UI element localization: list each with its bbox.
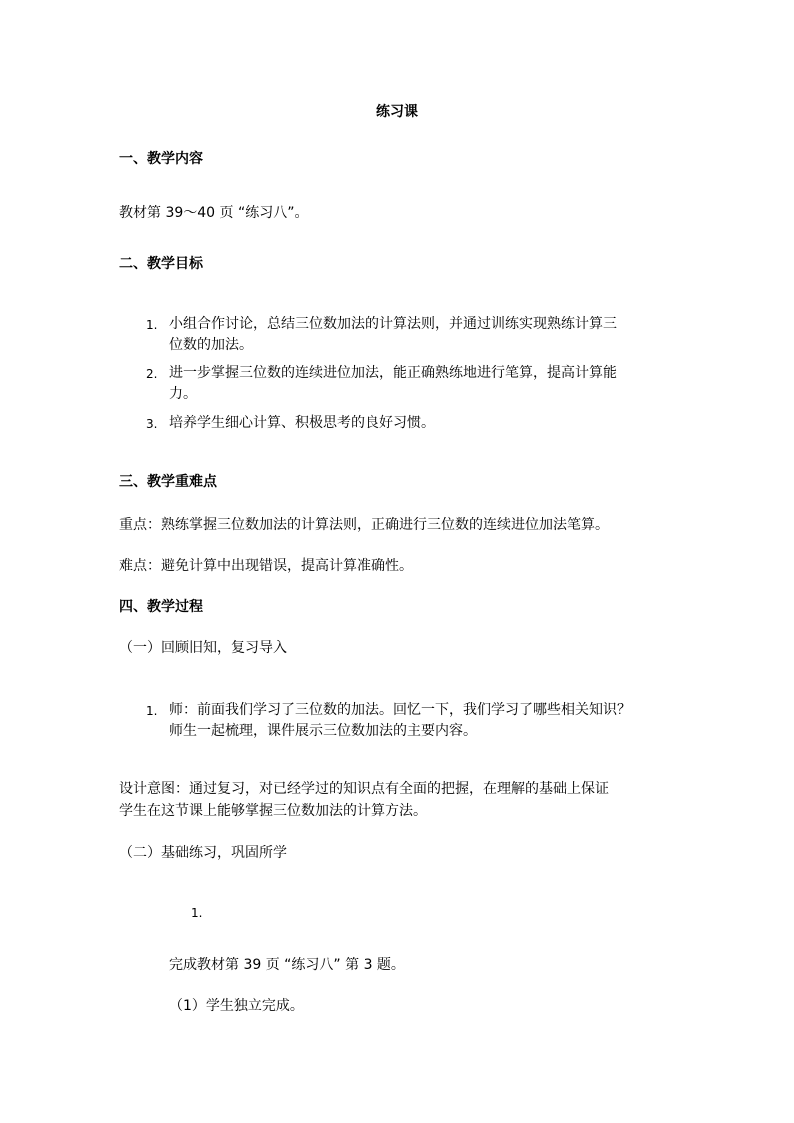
difficult-point-paragraph: 难点：避免计算中出现错误，提高计算准确性。 xyxy=(119,558,413,574)
subsection-heading-review: （一）回顾旧知，复习导入 xyxy=(119,640,287,656)
practice-task-line: 完成教材第 39 页 “练习八” 第 3 题。 xyxy=(169,957,405,973)
list-item-line: 进一步掌握三位数的连续进位加法，能正确熟练地进行笔算，提高计算能 xyxy=(169,365,617,381)
list-item-line: 力。 xyxy=(169,386,197,402)
section-heading-content: 一、教学内容 xyxy=(119,151,203,167)
list-item-line: 师生一起梳理，课件展示三位数加法的主要内容。 xyxy=(169,723,477,739)
section-heading-objectives: 二、教学目标 xyxy=(119,256,203,272)
list-item-line: 培养学生细心计算、积极思考的良好习惯。 xyxy=(169,415,435,431)
design-intent-line: 设计意图：通过复习，对已经学过的知识点有全面的把握，在理解的基础上保证 xyxy=(119,781,609,797)
section-heading-process: 四、教学过程 xyxy=(119,599,203,615)
list-item-number: 2. xyxy=(146,367,158,381)
list-item-line: 位数的加法。 xyxy=(169,337,253,353)
practice-step-line: （1）学生独立完成。 xyxy=(169,998,304,1014)
subsection-heading-practice: （二）基础练习，巩固所学 xyxy=(119,845,287,861)
key-point-paragraph: 重点：熟练掌握三位数加法的计算法则，正确进行三位数的连续进位加法笔算。 xyxy=(119,517,609,533)
list-item-number: 3. xyxy=(146,417,158,431)
list-item-number: 1. xyxy=(146,318,158,332)
content-paragraph: 教材第 39～40 页 “练习八”。 xyxy=(119,205,309,221)
list-item-line: 师：前面我们学习了三位数的加法。回忆一下，我们学习了哪些相关知识？ xyxy=(169,702,631,718)
document-title: 练习课 xyxy=(376,104,418,120)
list-item-number: 1. xyxy=(191,906,203,920)
list-item-number: 1. xyxy=(146,704,158,718)
section-heading-key-points: 三、教学重难点 xyxy=(119,474,217,490)
design-intent-line: 学生在这节课上能够掌握三位数加法的计算方法。 xyxy=(119,803,427,819)
list-item-line: 小组合作讨论，总结三位数加法的计算法则，并通过训练实现熟练计算三 xyxy=(169,316,617,332)
